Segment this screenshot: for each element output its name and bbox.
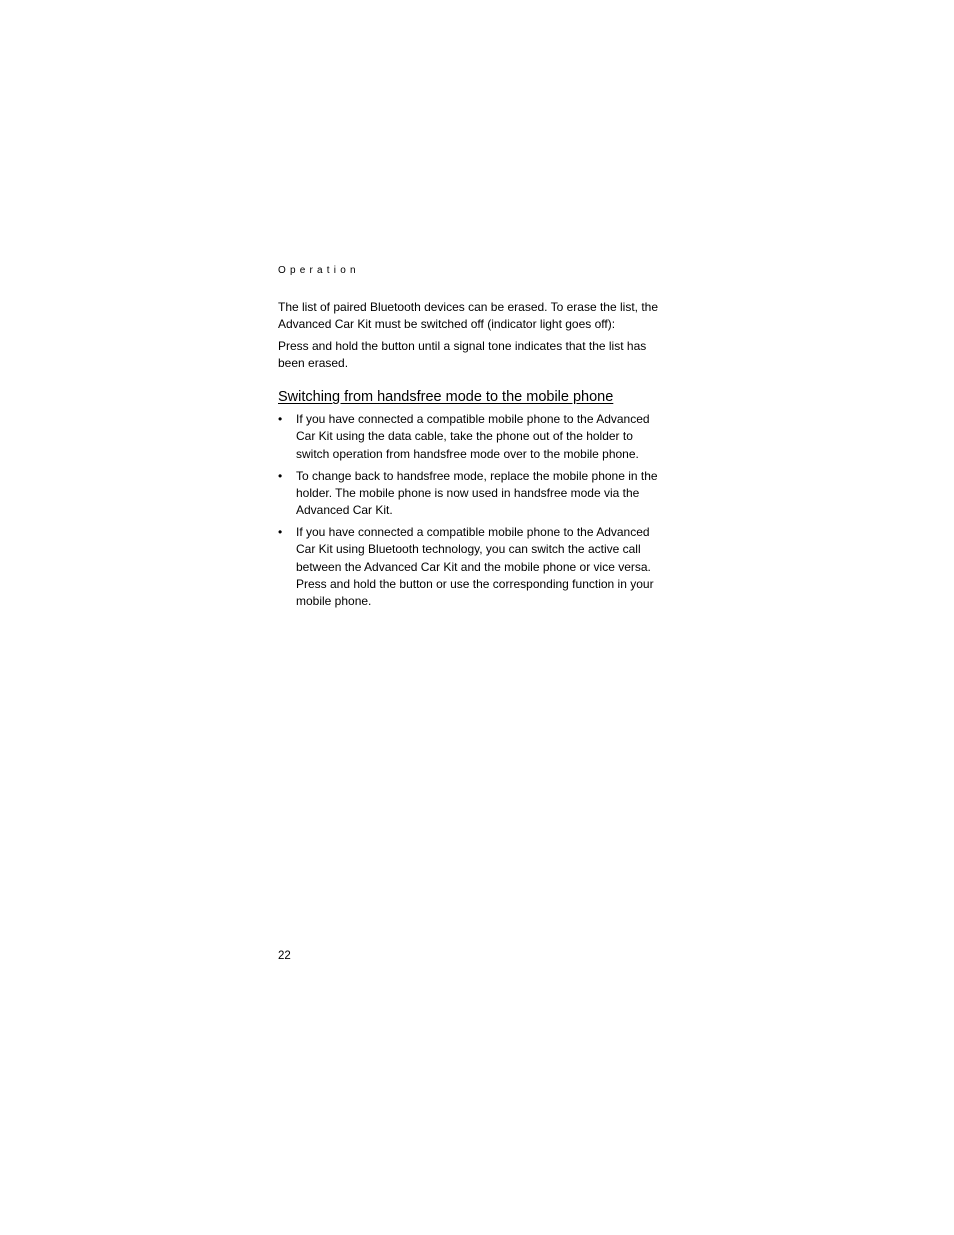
page-number: 22	[278, 950, 291, 962]
running-header: Operation	[278, 265, 360, 276]
paragraph-press-and-hold: Press and hold the button until a signal tone indicates that the list has been erased.	[278, 338, 647, 370]
section-heading: Switching from handsfree mode to the mobile phone	[278, 389, 614, 406]
bullet-icon: •	[278, 468, 283, 483]
list-item-text: If you have connected a compatible mobile phone to the Advanced Car Kit using the data cable, take the phone out of the holder to switch operation from handsfree mode over to the mobile phone.	[296, 412, 650, 461]
bullet-icon: •	[278, 412, 283, 427]
list-item	[278, 468, 666, 520]
paragraph-erase-list: The list of paired Bluetooth devices can be erased. To erase the list, the Advanced Car Kit must be switched off (indicator light goes off):	[278, 300, 659, 332]
bullet-icon: •	[278, 524, 283, 539]
bullet-list	[278, 411, 666, 610]
list-item-text: To change back to handsfree mode, replace the mobile phone in the holder. The mobile phone is now used in handsfree mode via the Advanced Car Kit.	[296, 468, 658, 518]
list-item-text: If you have connected a compatible mobile phone to the Advanced Car Kit using Bluetooth technology, you can switch the active call between the Advanced Car Kit and the mobile phone or vice versa. Press and hold the button or use the corresponding function in your mobile phone.	[296, 524, 654, 609]
list-item	[278, 524, 666, 610]
list-item	[278, 411, 666, 463]
main-content	[278, 299, 666, 615]
